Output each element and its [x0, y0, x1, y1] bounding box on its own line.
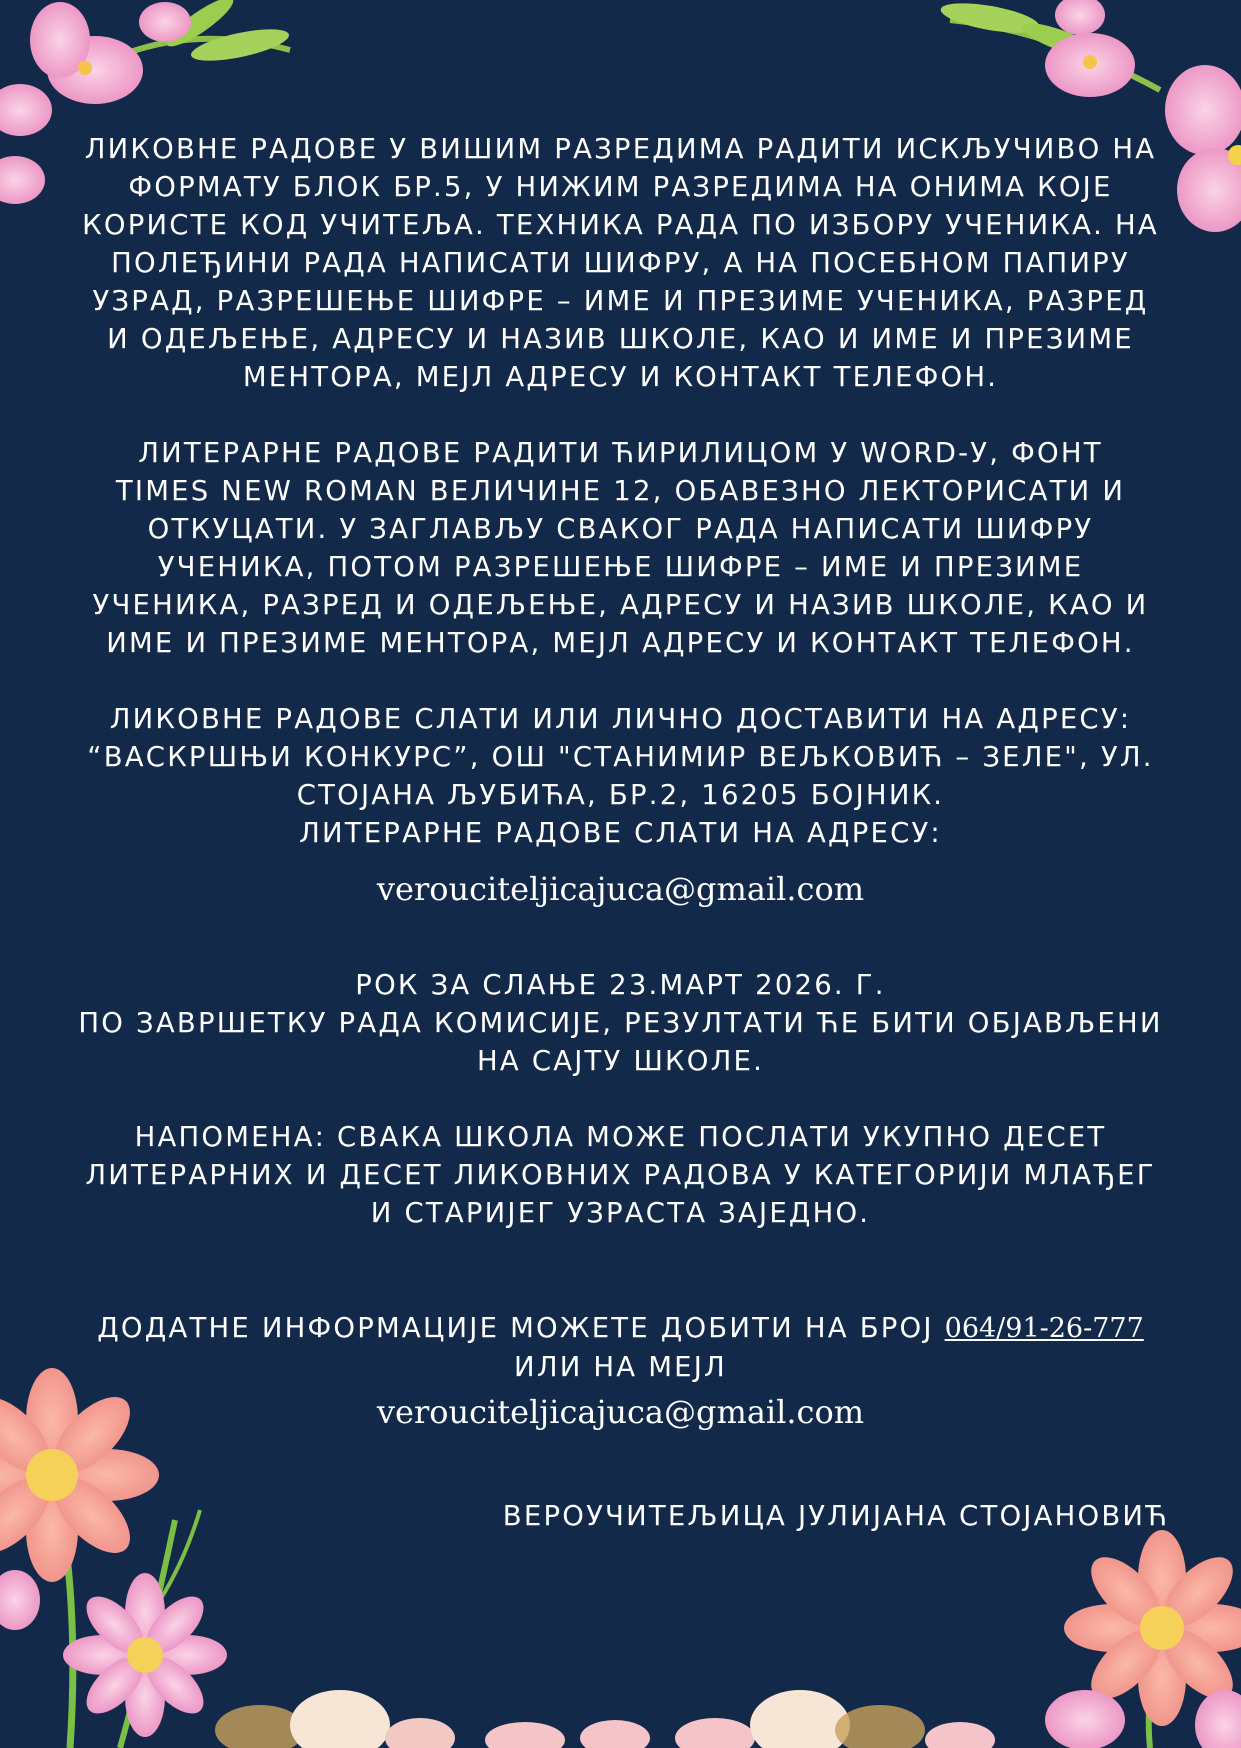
- text-line: ЛИТЕРАРНЕ РАДОВЕ СЛАТИ НА АДРЕСУ:: [299, 817, 942, 849]
- text-line: МЕНТОРА, МЕЈЛ АДРЕСУ И КОНТАКТ ТЕЛЕФОН.: [242, 361, 999, 393]
- text-line: НАПОМЕНА: СВАКА ШКОЛА МОЖЕ ПОСЛАТИ УКУПНО ДЕСЕТ: [134, 1121, 1107, 1153]
- text-line: ИМЕ И ПРЕЗИМЕ МЕНТОРА, МЕЈЛ АДРЕСУ И КОНТАКТ ТЕЛЕФОН.: [106, 627, 1135, 659]
- text-line: TIMES NEW ROMAN ВЕЛИЧИНЕ 12, ОБАВЕЗНО ЛЕКТОРИСАТИ И: [115, 475, 1126, 507]
- contact-line: [60, 1309, 1181, 1348]
- text-line: УЧЕНИКА, РАЗРЕД И ОДЕЉЕЊЕ, АДРЕСУ И НАЗИВ ШКОЛЕ, КАО И: [92, 589, 1149, 621]
- text-line: ОТКУЦАТИ. У ЗАГЛАВЉУ СВАКОГ РАДА НАПИСАТИ ШИФРУ: [147, 513, 1094, 545]
- text-line: ЛИКОВНЕ РАДОВЕ У ВИШИМ РАЗРЕДИМА РАДИТИ ИСКЉУЧИВО НА: [84, 133, 1157, 165]
- text-line: ЛИТЕРАРНИХ И ДЕСЕТ ЛИКОВНИХ РАДОВА У КАТЕГОРИЈИ МЛАЂЕГ: [85, 1159, 1156, 1191]
- section-note: [60, 1118, 1181, 1232]
- email-address[interactable]: verouciteljicajuca@gmail.com: [376, 870, 865, 908]
- section-art-works: [60, 130, 1181, 396]
- signature: ВЕРОУЧИТЕЉИЦА ЈУЛИЈАНА СТОЈАНОВИЋ: [502, 1500, 1169, 1532]
- text-line: ЛИТЕРАРНЕ РАДОВЕ РАДИТИ ЋИРИЛИЦОМ У WORD-У, ФОНТ: [138, 437, 1103, 469]
- text-line: И СТАРИЈЕГ УЗРАСТА ЗАЈЕДНО.: [370, 1197, 871, 1229]
- text-line: ИЛИ НА МЕЈЛ: [514, 1351, 727, 1383]
- section-deadline: [60, 966, 1181, 1080]
- text-line: СТОЈАНА ЉУБИЋА, БР.2, 16205 БОЈНИК.: [296, 779, 945, 811]
- section-delivery-address: [60, 700, 1181, 852]
- email-address-2[interactable]: verouciteljicajuca@gmail.com: [376, 1393, 865, 1431]
- section-contact: [60, 1309, 1181, 1386]
- text-line: И ОДЕЉЕЊЕ, АДРЕСУ И НАЗИВ ШКОЛЕ, КАО И ИМЕ И ПРЕЗИМЕ: [107, 323, 1134, 355]
- flower-bottom-right-icon: [1045, 1530, 1241, 1748]
- text-line: “ВАСКРШЊИ КОНКУРС”, ОШ "СТАНИМИР ВЕЉКОВИЋ – ЗЕЛЕ", УЛ.: [87, 741, 1154, 773]
- phone-number-link[interactable]: 064/91-26-777: [944, 1313, 1144, 1344]
- text-line: УЗРАД, РАЗРЕШЕЊЕ ШИФРЕ – ИМЕ И ПРЕЗИМЕ УЧЕНИКА, РАЗРЕД: [92, 285, 1149, 317]
- text-line: НА САЈТУ ШКОЛЕ.: [476, 1045, 765, 1077]
- text-line: РОК ЗА СЛАЊЕ 23.МАРТ 2026. Г.: [355, 969, 886, 1001]
- text-line: ЛИКОВНЕ РАДОВЕ СЛАТИ ИЛИ ЛИЧНО ДОСТАВИТИ НА АДРЕСУ:: [109, 703, 1132, 735]
- flower-bottom-center-icon: [215, 1690, 995, 1748]
- text-line: ПО ЗАВРШЕТКУ РАДА КОМИСИЈЕ, РЕЗУЛТАТИ ЋЕ БИТИ ОБЈАВЉЕНИ: [78, 1007, 1163, 1039]
- text-line: КОРИСТЕ КОД УЧИТЕЉА. ТЕХНИКА РАДА ПО ИЗБОРУ УЧЕНИКА. НА: [82, 209, 1159, 241]
- text-line: ФОРМАТУ БЛОК БР.5, У НИЖИМ РАЗРЕДИМА НА ОНИМА КОЈЕ: [128, 171, 1113, 203]
- contact-prefix: ДОДАТНЕ ИНФОРМАЦИЈЕ МОЖЕТЕ ДОБИТИ НА БРОЈ: [97, 1312, 945, 1344]
- text-line: УЧЕНИКА, ПОТОМ РАЗРЕШЕЊЕ ШИФРЕ – ИМЕ И ПРЕЗИМЕ: [157, 551, 1084, 583]
- text-line: ПОЛЕЂИНИ РАДА НАПИСАТИ ШИФРУ, А НА ПОСЕБНОМ ПАПИРУ: [111, 247, 1130, 279]
- section-literary-works: [60, 434, 1181, 662]
